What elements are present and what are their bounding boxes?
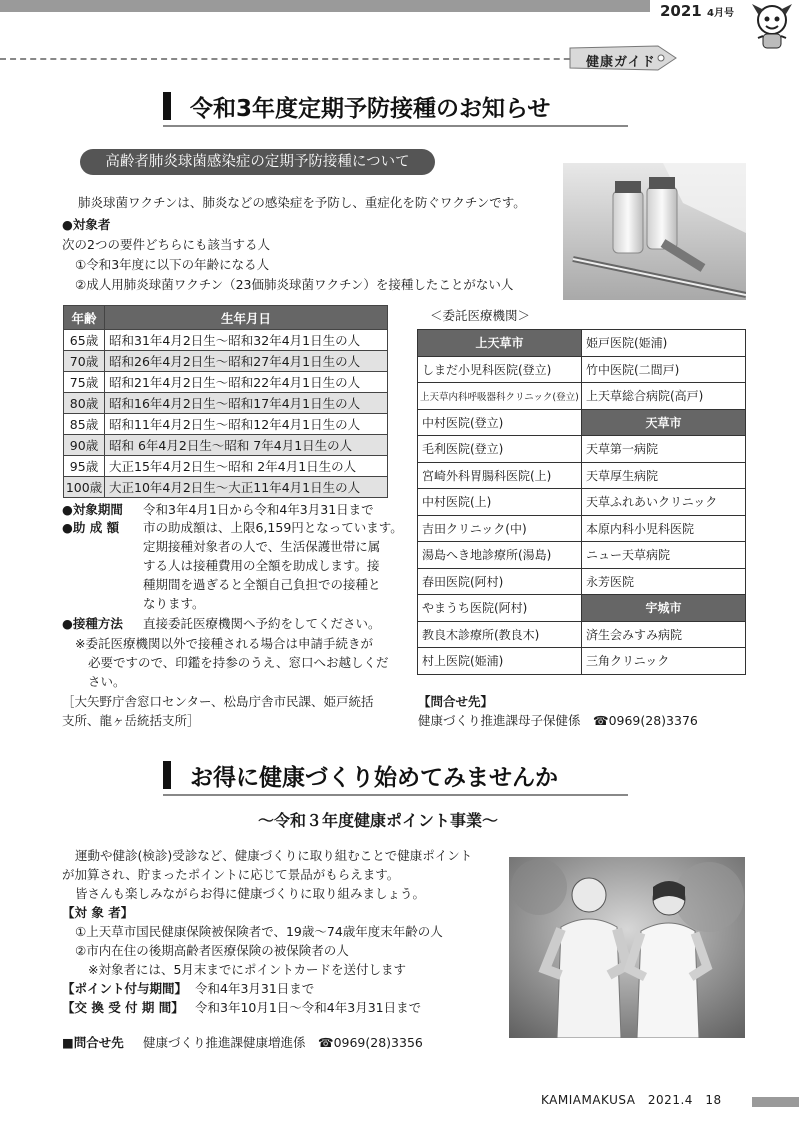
clinic-city-header: 宇城市 — [582, 595, 746, 622]
office-line: ［大矢野庁舎窓口センター、松島庁舎市民課、姫戸統括 — [62, 694, 374, 709]
grant-label: 【ポイント付与期間】 — [62, 981, 188, 996]
subsidy-label: ●助 成 額 — [62, 520, 120, 535]
age-table — [63, 305, 388, 498]
clinic-row — [418, 409, 746, 436]
clinic-row — [418, 330, 746, 357]
clinic-city-header: 上天草市 — [418, 330, 582, 357]
method-note: 必要ですので、印鑑を持参のうえ、窓口へお越しくだ — [88, 655, 389, 670]
clinic-cell: 吉田クリニック(中) — [418, 515, 582, 542]
grant-text: 令和4年3月31日まで — [195, 981, 315, 996]
section2-subtitle: ～令和３年度健康ポイント事業～ — [258, 811, 499, 830]
footer-text: KAMIAMAKUSA 2021.4 18 — [541, 1093, 722, 1107]
office-line: 支所、龍ヶ岳統括支所］ — [62, 713, 200, 728]
clinic-cell: 上天草内科呼吸器科クリニック(登立) — [418, 383, 582, 410]
clinic-cell: 済生会みすみ病院 — [582, 621, 746, 648]
clinic-cell: 天草第一病院 — [582, 436, 746, 463]
age-row — [64, 456, 388, 477]
section1-underline — [163, 125, 628, 127]
clinic-cell: ニュー天草病院 — [582, 542, 746, 569]
period-label: ●対象期間 — [62, 502, 123, 517]
period-text: 令和3年4月1日から令和4年3月31日まで — [143, 502, 374, 517]
age-row — [64, 330, 388, 351]
clinic-cell: 永芳医院 — [582, 568, 746, 595]
section2-target-line: ※対象者には、5月末までにポイントカードを送付します — [88, 962, 407, 977]
age-table-body — [64, 330, 388, 498]
section2-target-label: 【対 象 者】 — [62, 905, 134, 920]
age-cell: 95歳 — [64, 456, 105, 477]
clinic-row — [418, 436, 746, 463]
birthdate-cell: 昭和31年4月2日生～昭和32年4月1日生の人 — [105, 330, 388, 351]
clinic-row — [418, 489, 746, 516]
age-cell: 90歳 — [64, 435, 105, 456]
target-line: ①令和3年度に以下の年齢になる人 — [75, 257, 270, 272]
clinic-cell: 春田医院(阿村) — [418, 568, 582, 595]
mascot-icon — [748, 0, 796, 52]
clinic-cell: 上天草総合病院(高戸) — [582, 383, 746, 410]
jogging-couple-photo — [509, 857, 745, 1038]
target-line: 次の2つの要件どちらにも該当する人 — [62, 237, 270, 252]
clinic-row — [418, 462, 746, 489]
age-cell: 75歳 — [64, 372, 105, 393]
section2-intro: 皆さんも楽しみながらお得に健康づくりに取り組みましょう。 — [75, 886, 426, 901]
clinic-city-header: 天草市 — [582, 409, 746, 436]
subsidy-line: 種期間を過ぎると全額自己負担での接種と — [143, 577, 381, 592]
exchange-text: 令和3年10月1日～令和4年3月31日まで — [195, 1000, 422, 1015]
section2-target-line: ①上天草市国民健康保険被保険者で、19歳～74歳年度末年齢の人 — [75, 924, 443, 939]
footer-bar — [752, 1097, 799, 1107]
exchange-label: 【交 換 受 付 期 間】 — [62, 1000, 184, 1015]
contact1-text: 健康づくり推進課母子保健係 ☎0969(28)3376 — [418, 713, 698, 728]
section1-subhead: 高齢者肺炎球菌感染症の定期予防接種について — [80, 149, 435, 175]
contact2-text: 健康づくり推進課健康増進係 ☎0969(28)3356 — [143, 1035, 423, 1050]
clinic-cell: 姫戸医院(姫浦) — [582, 330, 746, 357]
section1-title-bar — [163, 92, 171, 120]
clinic-cell: 本原内科小児科医院 — [582, 515, 746, 542]
age-header: 年齢 — [64, 306, 105, 330]
clinic-cell: 竹中医院(二間戸) — [582, 356, 746, 383]
subsidy-line: する人は接種費用の全額を助成します。接 — [143, 558, 380, 573]
method-label: ●接種方法 — [62, 616, 123, 631]
birthdate-cell: 昭和11年4月2日生～昭和12年4月1日生の人 — [105, 414, 388, 435]
section2-title-bar — [163, 761, 171, 789]
age-row — [64, 435, 388, 456]
section2-target-line: ②市内在住の後期高齢者医療保険の被保険者の人 — [75, 943, 349, 958]
clinic-row — [418, 595, 746, 622]
birthdate-cell: 大正15年4月2日生～昭和 2年4月1日生の人 — [105, 456, 388, 477]
clinic-cell: 毛利医院(登立) — [418, 436, 582, 463]
birthdate-header: 生年月日 — [105, 306, 388, 330]
clinic-cell: やまうち医院(阿村) — [418, 595, 582, 622]
issue-date: 2021 4月号 — [660, 2, 734, 20]
header-bar — [0, 0, 650, 12]
clinic-cell: 三角クリニック — [582, 648, 746, 675]
section2-intro: が加算され、貯まったポイントに応じて景品がもらえます。 — [62, 867, 400, 882]
clinic-table-body — [418, 330, 746, 675]
age-row — [64, 393, 388, 414]
subsidy-line: なります。 — [143, 596, 205, 611]
age-cell: 65歳 — [64, 330, 105, 351]
birthdate-cell: 大正10年4月2日生～大正11年4月1日生の人 — [105, 477, 388, 498]
clinic-cell: 湯島へき地診療所(湯島) — [418, 542, 582, 569]
age-cell: 85歳 — [64, 414, 105, 435]
clinic-row — [418, 356, 746, 383]
section2-intro: 運動や健診(検診)受診など、健康づくりに取り組むことで健康ポイント — [75, 848, 473, 863]
section1-intro: 肺炎球菌ワクチンは、肺炎などの感染症を予防し、重症化を防ぐワクチンです。 — [78, 195, 526, 210]
method-note: さい。 — [88, 674, 126, 689]
age-row — [64, 477, 388, 498]
clinic-row — [418, 648, 746, 675]
subsidy-line: 定期接種対象者の人で、生活保護世帯に属 — [143, 539, 381, 554]
clinic-cell: 中村医院(上) — [418, 489, 582, 516]
birthdate-cell: 昭和 6年4月2日生～昭和 7年4月1日生の人 — [105, 435, 388, 456]
birthdate-cell: 昭和26年4月2日生～昭和27年4月1日生の人 — [105, 351, 388, 372]
clinic-row — [418, 568, 746, 595]
method-text: 直接委託医療機関へ予約をしてください。 — [143, 616, 381, 631]
clinic-row — [418, 621, 746, 648]
clinic-cell: 宮崎外科胃腸科医院(上) — [418, 462, 582, 489]
clinic-cell: しまだ小児科医院(登立) — [418, 356, 582, 383]
subsidy-line: 市の助成額は、上限6,159円となっています。 — [143, 520, 403, 535]
clinic-row — [418, 515, 746, 542]
age-cell: 70歳 — [64, 351, 105, 372]
section2-title: お得に健康づくり始めてみませんか — [190, 765, 558, 791]
birthdate-cell: 昭和21年4月2日生～昭和22年4月1日生の人 — [105, 372, 388, 393]
target-label: ●対象者 — [62, 217, 111, 232]
age-row — [64, 351, 388, 372]
age-cell: 100歳 — [64, 477, 105, 498]
clinic-table — [417, 329, 746, 675]
age-cell: 80歳 — [64, 393, 105, 414]
target-line: ②成人用肺炎球菌ワクチン（23価肺炎球菌ワクチン）を接種したことがない人 — [75, 277, 514, 292]
method-note: ※委託医療機関以外で接種される場合は申請手続きが — [75, 636, 373, 651]
header-dashed-rule — [0, 58, 600, 60]
clinic-row — [418, 383, 746, 410]
clinic-caption: ＜委託医療機関＞ — [430, 308, 531, 323]
section2-underline — [163, 794, 628, 796]
clinic-row — [418, 542, 746, 569]
clinic-cell: 天草厚生病院 — [582, 462, 746, 489]
vaccine-photo — [563, 163, 746, 300]
contact1-label: 【問合せ先】 — [418, 694, 494, 709]
contact2-label: ■問合せ先 — [62, 1035, 124, 1050]
clinic-cell: 中村医院(登立) — [418, 409, 582, 436]
birthdate-cell: 昭和16年4月2日生～昭和17年4月1日生の人 — [105, 393, 388, 414]
clinic-cell: 天草ふれあいクリニック — [582, 489, 746, 516]
guide-tag-label: 健康ガイド — [586, 55, 656, 70]
age-row — [64, 414, 388, 435]
clinic-cell: 教良木診療所(教良木) — [418, 621, 582, 648]
section1-title: 令和3年度定期予防接種のお知らせ — [190, 96, 551, 122]
age-row — [64, 372, 388, 393]
clinic-cell: 村上医院(姫浦) — [418, 648, 582, 675]
